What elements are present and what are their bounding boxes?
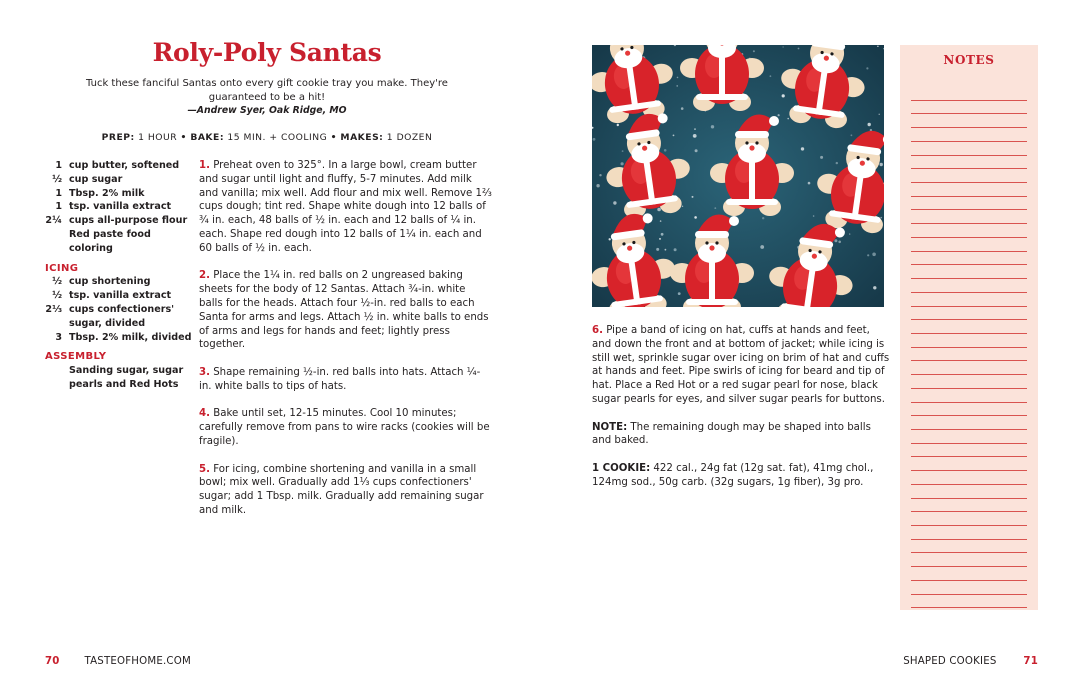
step-number: 6. (592, 325, 603, 336)
ingredient-qty: ½ (52, 290, 62, 302)
recipe-intro (60, 77, 474, 118)
notes-line (911, 485, 1027, 499)
sprinkle (753, 50, 755, 52)
directions (199, 159, 492, 532)
sprinkle (657, 208, 661, 212)
notes-line (911, 224, 1027, 238)
ingredient-row (45, 275, 195, 289)
sprinkle (778, 114, 780, 116)
sprinkle (851, 134, 853, 136)
step-text: Preheat oven to 325°. In a large bowl, cream butter and sugar until light and fluffy, 5-7 minutes. Add milk and vanilla; mix well. Add flour and mix well. Remove 1⅔ cups dough; tint red. Shape white dough into 12 balls of ¾ in. each, 48 balls of ½ in. each and 12 balls of ¼ in. each. Shape red dough into 12 balls of 1¼ in. each and 60 balls of ½ in. each. (199, 160, 492, 254)
ingredient-row (45, 187, 195, 201)
step-number: 3. (199, 366, 210, 378)
sprinkle (813, 215, 815, 217)
page-number-right: 71 (1023, 656, 1038, 667)
sprinkle (676, 85, 678, 87)
note-text: The remaining dough may be shaped into balls and baked. (592, 421, 871, 447)
icing-heading: ICING (45, 262, 79, 274)
notes-line (911, 512, 1027, 526)
notes-panel (900, 45, 1038, 610)
notes-title: NOTES (943, 53, 995, 67)
ingredients-main (45, 159, 195, 256)
sprinkle (659, 238, 661, 240)
prep-label: PREP: (101, 132, 135, 143)
notes-line (911, 238, 1027, 252)
nutrition-label: 1 COOKIE: (592, 462, 651, 474)
sprinkle (711, 125, 714, 128)
ingredient-row (45, 303, 195, 331)
notes-lines (911, 87, 1027, 608)
direction-step (199, 463, 492, 518)
recipe-continued (592, 324, 890, 503)
nutrition-facts (592, 462, 890, 490)
step-number: 2. (199, 270, 210, 282)
sprinkle (762, 217, 764, 219)
ingredient-text: cups confectioners' sugar, divided (69, 303, 175, 329)
assembly-heading: ASSEMBLY (45, 351, 107, 363)
notes-line (911, 197, 1027, 211)
sprinkle (694, 216, 697, 219)
sprinkle (617, 124, 619, 126)
sprinkle (609, 238, 611, 240)
notes-line (911, 540, 1027, 554)
ingredient-qty (45, 364, 62, 392)
notes-line (911, 430, 1027, 444)
ingredient-qty (45, 228, 62, 256)
footer-right (903, 656, 1038, 667)
ingredient-text: cup sugar (69, 173, 123, 185)
photo-illustration (592, 45, 884, 307)
page-number-left: 70 (45, 656, 60, 667)
sprinkle (873, 286, 876, 289)
notes-line (911, 389, 1027, 403)
ingredient-qty: 1 (55, 187, 62, 199)
notes-line (911, 252, 1027, 266)
sprinkle (868, 123, 871, 126)
step-number: 5. (199, 463, 210, 475)
sprinkle (872, 253, 876, 257)
sprinkle (693, 134, 697, 138)
sprinkle (677, 77, 679, 79)
notes-line (911, 471, 1027, 485)
notes-line (911, 293, 1027, 307)
ingredient-text: tsp. vanilla extract (69, 290, 172, 302)
notes-line (911, 457, 1027, 471)
ingredient-text: tsp. vanilla extract (69, 201, 172, 213)
ingredient-text: Sanding sugar, sugar pearls and Red Hots (69, 365, 184, 390)
notes-line (911, 444, 1027, 458)
sprinkle (782, 94, 785, 97)
santa-eye (715, 241, 718, 244)
step-text: Bake until set, 12-15 minutes. Cool 10 minutes; carefully remove from pans to wire racks (cookies will be fragile). (199, 408, 490, 447)
notes-line (911, 307, 1027, 321)
sprinkle (673, 135, 675, 137)
sprinkle (622, 150, 624, 152)
sprinkle (621, 162, 624, 165)
sprinkle (613, 201, 616, 204)
sprinkle (660, 220, 662, 222)
ingredients-list (45, 159, 195, 392)
notes-line (911, 334, 1027, 348)
sprinkle (849, 233, 850, 234)
step-number: 4. (199, 408, 210, 420)
ingredient-text: Red paste food coloring (69, 228, 151, 254)
ingredient-qty: 3 (55, 331, 62, 343)
direction-step (199, 407, 492, 448)
makes-label: MAKES: (340, 132, 384, 143)
notes-line (911, 320, 1027, 334)
makes-value: 1 DOZEN (386, 132, 433, 143)
notes-line (911, 553, 1027, 567)
footer-left (45, 656, 191, 667)
notes-line (911, 416, 1027, 430)
sprinkle (834, 239, 837, 242)
notes-line (911, 595, 1027, 609)
santa-jacket-hem (686, 299, 738, 305)
sprinkle (879, 114, 880, 115)
ingredient-row (45, 364, 195, 392)
notes-line (911, 128, 1027, 142)
ingredients-assembly (45, 364, 195, 392)
recipe-author: —Andrew Syer, Oak Ridge, MO (187, 105, 347, 117)
sprinkle (880, 163, 883, 166)
santa-hat-brim (735, 131, 769, 138)
ingredient-qty: 1 (55, 201, 62, 213)
sprinkle (661, 233, 664, 236)
ingredient-row (45, 214, 195, 228)
ingredient-row (45, 228, 195, 256)
ingredient-qty: ½ (52, 276, 62, 288)
step-number: 1. (199, 160, 210, 171)
ingredient-qty: ½ (52, 173, 62, 185)
ingredient-qty: 1 (55, 160, 62, 171)
direction-step (592, 324, 890, 407)
sprinkle (656, 248, 659, 251)
sprinkle (798, 48, 800, 50)
ingredient-text: cup butter, softened (69, 160, 180, 171)
sprinkle (692, 196, 694, 198)
sprinkle (877, 46, 878, 47)
ingredient-qty: 2¼ (45, 215, 62, 227)
notes-line (911, 403, 1027, 417)
note-label: NOTE: (592, 421, 628, 433)
intro-text: Tuck these fanciful Santas onto every gift cookie tray you make. They're guaranteed to be a hit! (86, 78, 448, 103)
ingredient-text: Tbsp. 2% milk (69, 187, 145, 199)
notes-line (911, 210, 1027, 224)
sprinkle (866, 67, 868, 69)
ingredient-row (45, 289, 195, 303)
santa-eye (755, 141, 758, 144)
sprinkle (599, 174, 601, 176)
ingredient-row (45, 200, 195, 214)
santa-nose (709, 245, 714, 250)
notes-line (911, 581, 1027, 595)
sprinkle (665, 249, 667, 251)
sprinkle (808, 182, 811, 185)
bake-value: 15 MIN. + COOLING (227, 132, 328, 143)
notes-line (911, 526, 1027, 540)
sprinkle (678, 292, 681, 295)
bake-label: BAKE: (190, 132, 224, 143)
notes-line (911, 87, 1027, 101)
ingredient-row (45, 331, 195, 345)
sprinkle (593, 138, 596, 141)
ingredient-text: cups all-purpose flour (69, 215, 188, 227)
sprinkle (867, 254, 869, 256)
santa-hat-pompom (769, 116, 779, 126)
sprinkle (681, 107, 684, 110)
nutrition-text: 422 cal., 24g fat (12g sat. fat), 41mg chol., 124mg sod., 50g carb. (32g sugars, 1g fiber), 3g pro. (592, 462, 874, 488)
step-text: Shape remaining ½-in. red balls into hats. Attach ¼-in. white balls to tips of hats. (199, 366, 481, 392)
sprinkle (770, 75, 772, 77)
ingredient-qty: 2⅓ (45, 303, 62, 315)
ingredient-text: Tbsp. 2% milk, divided (69, 331, 192, 343)
sprinkle (694, 128, 696, 130)
santa-jacket-hem (726, 199, 778, 205)
sprinkle (674, 248, 677, 251)
site-name: TASTEOFHOME.COM (84, 656, 191, 667)
ingredient-row (45, 159, 195, 173)
notes-line (911, 169, 1027, 183)
santa-jacket-hem (696, 94, 748, 100)
step-text: For icing, combine shortening and vanilla in a small bowl; mix well. Gradually add 1⅓ cups confectioners' sugar; add 1 Tbsp. milk. Gradually add remaining sugar and milk. (199, 463, 484, 516)
sprinkle (787, 118, 789, 120)
santa-hat-brim (695, 231, 729, 238)
notes-line (911, 183, 1027, 197)
prep-separator: • (180, 132, 187, 143)
direction-step (199, 159, 492, 256)
prep-value: 1 HOUR (138, 132, 178, 143)
sprinkle (783, 46, 784, 47)
ingredient-row (45, 173, 195, 187)
sprinkle (760, 245, 764, 249)
santa-cookies-photo (592, 45, 884, 307)
notes-line (911, 265, 1027, 279)
sprinkle (880, 217, 882, 219)
notes-line (911, 348, 1027, 362)
recipe-note (592, 421, 890, 449)
sprinkle (836, 162, 838, 164)
recipe-title: Roly-Poly Santas (152, 38, 382, 67)
ingredient-text: cup shortening (69, 276, 151, 288)
sprinkle (695, 149, 698, 152)
notes-line (911, 361, 1027, 375)
santa-eye (705, 241, 708, 244)
notes-line (911, 142, 1027, 156)
section-name: SHAPED COOKIES (903, 656, 997, 667)
direction-step (199, 366, 492, 394)
notes-line (911, 567, 1027, 581)
notes-line (911, 375, 1027, 389)
notes-line (911, 499, 1027, 513)
ingredients-icing (45, 275, 195, 344)
sprinkle (714, 207, 716, 209)
step-text: Place the 1¼ in. red balls on 2 ungreased baking sheets for the body of 12 Santas. Attach ¾-in. white balls for the heads. Attach four ½-in. red balls to each Santa for arms and legs. Attach ½ in. white balls to ends of arms and legs for hands and feet; lightly press together. (199, 270, 489, 351)
santa-eye (745, 141, 748, 144)
sprinkle (820, 156, 823, 159)
notes-line (911, 156, 1027, 170)
notes-line (911, 279, 1027, 293)
santa-hat-pompom (729, 216, 739, 226)
step-text: Pipe a band of icing on hat, cuffs at hands and feet, and down the front and at bottom of jacket; while icing is still wet, sprinkle sugar over icing on brim of hat and cuffs at hands and feet. Pipe swirls of icing for beard and tip of hat. Place a Red Hot or a red sugar pearl for nose, black sugar pearls for eyes, and silver sugar pearls for buttons. (592, 325, 890, 405)
notes-line (911, 114, 1027, 128)
sprinkle (838, 241, 841, 244)
sprinkle (664, 149, 667, 152)
santa-nose (749, 145, 754, 150)
direction-step (199, 269, 492, 352)
sprinkle (801, 147, 804, 150)
notes-line (911, 101, 1027, 115)
prep-info (60, 132, 474, 143)
sprinkle (596, 184, 599, 187)
prep-separator: • (330, 132, 337, 143)
sprinkle (682, 206, 683, 207)
